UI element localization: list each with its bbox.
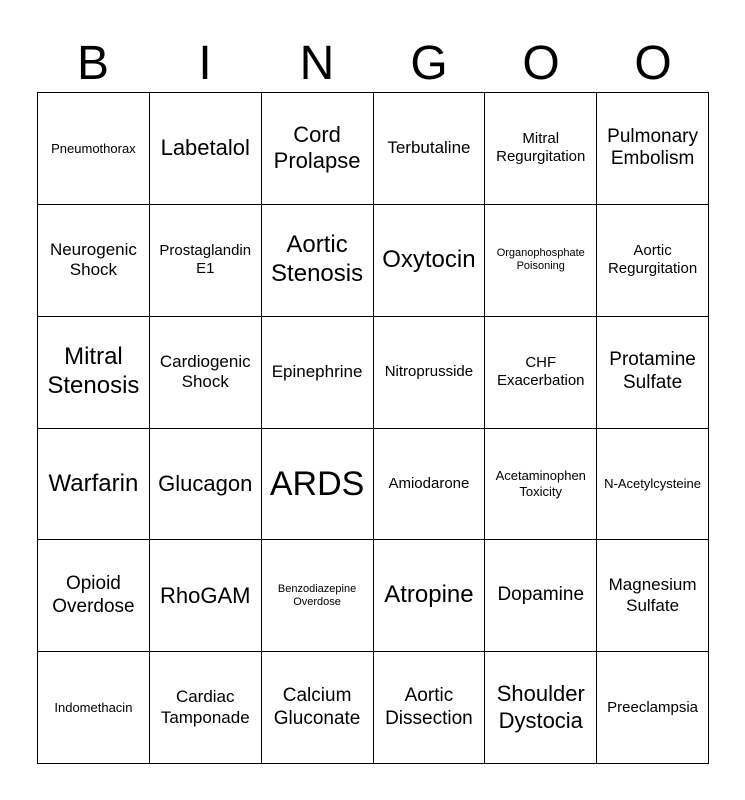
header-letter-n: N [299, 37, 335, 90]
bingo-cell[interactable]: Aortic Dissection [374, 652, 486, 764]
bingo-cell[interactable]: Preeclampsia [597, 652, 709, 764]
bingo-cell[interactable]: Benzodiazepine Overdose [262, 540, 374, 652]
bingo-cell[interactable]: Amiodarone [374, 429, 486, 541]
bingo-cell[interactable]: Aortic Regurgitation [597, 205, 709, 317]
bingo-cell[interactable]: Glucagon [150, 429, 262, 541]
bingo-cell[interactable]: N-Acetylcysteine [597, 429, 709, 541]
bingo-cell[interactable]: Magnesium Sulfate [597, 540, 709, 652]
bingo-cell[interactable]: RhoGAM [150, 540, 262, 652]
header-letter-o-2: O [634, 37, 672, 90]
bingo-cell[interactable]: Warfarin [38, 429, 150, 541]
bingo-cell[interactable]: Atropine [374, 540, 486, 652]
bingo-cell[interactable]: Terbutaline [374, 93, 486, 205]
bingo-cell[interactable]: Calcium Gluconate [262, 652, 374, 764]
header-letter-g: G [410, 37, 448, 90]
header-letter-o: O [522, 37, 560, 90]
bingo-cell[interactable]: Epinephrine [262, 317, 374, 429]
bingo-header [37, 36, 709, 92]
bingo-cell[interactable]: Cardiac Tamponade [150, 652, 262, 764]
bingo-cell[interactable]: Organophosphate Poisoning [485, 205, 597, 317]
bingo-cell[interactable]: Protamine Sulfate [597, 317, 709, 429]
bingo-cell[interactable]: Mitral Stenosis [38, 317, 150, 429]
bingo-cell[interactable]: Mitral Regurgitation [485, 93, 597, 205]
bingo-cell[interactable]: Cord Prolapse [262, 93, 374, 205]
bingo-cell[interactable]: Prostaglandin E1 [150, 205, 262, 317]
bingo-cell[interactable]: Pulmonary Embolism [597, 93, 709, 205]
bingo-cell[interactable]: Labetalol [150, 93, 262, 205]
bingo-cell[interactable]: CHF Exacerbation [485, 317, 597, 429]
bingo-cell[interactable]: Shoulder Dystocia [485, 652, 597, 764]
bingo-cell[interactable]: Oxytocin [374, 205, 486, 317]
header-letter-i: I [198, 37, 212, 90]
bingo-cell[interactable]: Indomethacin [38, 652, 150, 764]
bingo-cell[interactable]: Cardiogenic Shock [150, 317, 262, 429]
bingo-cell[interactable]: Aortic Stenosis [262, 205, 374, 317]
bingo-cell[interactable]: ARDS [262, 429, 374, 541]
bingo-cell[interactable]: Neurogenic Shock [38, 205, 150, 317]
bingo-grid [37, 92, 709, 764]
bingo-cell[interactable]: Nitroprusside [374, 317, 486, 429]
header-letter-b: B [76, 37, 109, 90]
bingo-cell[interactable]: Dopamine [485, 540, 597, 652]
bingo-cell[interactable]: Pneumothorax [38, 93, 150, 205]
bingo-cell[interactable]: Opioid Overdose [38, 540, 150, 652]
bingo-cell[interactable]: Acetaminophen Toxicity [485, 429, 597, 541]
